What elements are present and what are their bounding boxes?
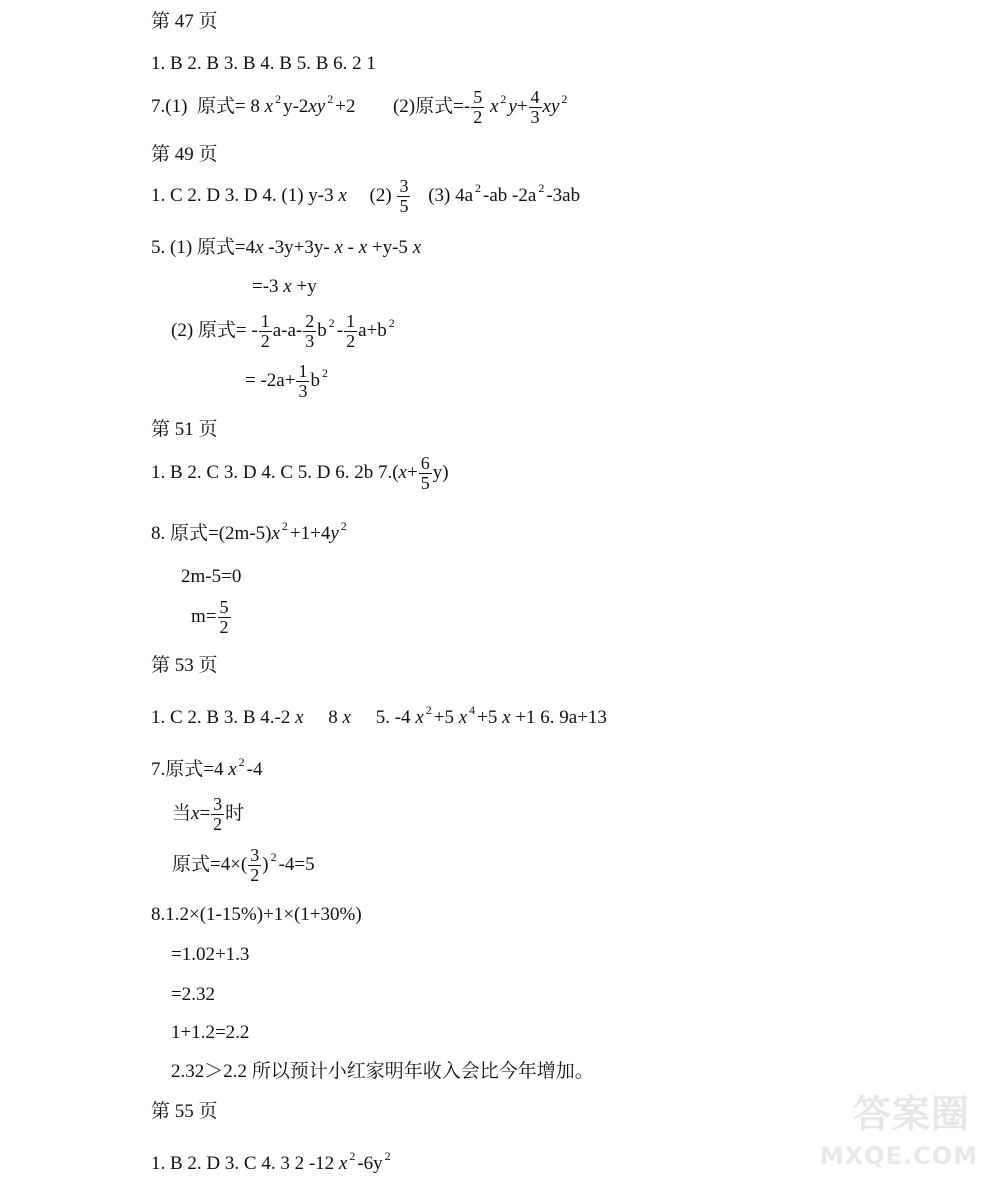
p53-q8-line1: 8.1.2×(1-15%)+1×(1+30%) <box>151 904 362 925</box>
p53-q8-line3: =2.32 <box>171 984 215 1005</box>
fraction-1-2b: $\frac{1}{2}$ <box>346 311 356 351</box>
p49-q5-1-result: =-3 x +y <box>252 276 317 297</box>
p51-answers: 1. B 2. C 3. D 4. C 5. D 6. 2b 7.(x+ $\frac{6}{5}$ y) <box>151 453 449 493</box>
fraction-1-3: $\frac{1}{3}$ <box>298 361 308 401</box>
p53-q8-line4: 1+1.2=2.2 <box>171 1022 250 1043</box>
p51-q8-line3: m= $\frac{5}{2}$ <box>191 597 229 637</box>
p49-answers: 1. C 2. D 3. D 4. (1) y-3 x (2) $\frac{3}{5}$ (3) 4a $^2$ -ab -2a $^2$ -3ab <box>151 176 581 216</box>
fraction-3-2b: $\frac{3}{2}$ <box>250 845 260 885</box>
p53-answers: 1. C 2. B 3. B 4.-2 x 8 x 5. -4 x $^2$ +5 x $^4$ +5 x +1 6. 9a+13 <box>151 703 607 728</box>
p49-q5-1: 5. (1) 原式=4x -3y+3y- x - x +y-5 x <box>151 237 422 258</box>
p49-q5-2: (2) 原式= - $\frac{1}{2}$ a-a- $\frac{2}{3}$ b $^2$ - $\frac{1}{2}$ a+b $^2$ <box>171 311 395 351</box>
fraction-5-2: $\frac{5}{2}$ <box>473 87 483 127</box>
p51-q8-line2: 2m-5=0 <box>181 566 242 587</box>
fraction-2-3: $\frac{2}{3}$ <box>305 311 315 351</box>
page-55-header: 第 55 页 <box>151 1101 218 1122</box>
p49-q5-2-result: = -2a+ $\frac{1}{3}$ b $^2$ <box>245 361 328 401</box>
fraction-6-5: $\frac{6}{5}$ <box>420 453 430 493</box>
watermark-url: MXQE.COM <box>819 1142 978 1170</box>
p47-q7: 7.(1) 原式= 8 x $^2$ y-2xy $^2$ +2 (2)原式=- $\frac{5}{2}$ x $^2$ y+ $\frac{4}{3}$ xy $^2$ <box>151 87 568 127</box>
page-51-header: 第 51 页 <box>151 419 218 440</box>
fraction-1-2: $\frac{1}{2}$ <box>260 311 270 351</box>
fraction-4-3: $\frac{4}{3}$ <box>530 87 540 127</box>
page-53-header: 第 53 页 <box>151 655 218 676</box>
p53-q7: 7.原式=4 x $^2$ -4 <box>151 755 263 780</box>
fraction-3-5: $\frac{3}{5}$ <box>399 176 409 216</box>
page-49-header: 第 49 页 <box>151 144 218 165</box>
p53-q7-result: 原式=4×( $\frac{3}{2}$ ) $^2$ -4=5 <box>172 845 315 885</box>
fraction-5-2b: $\frac{5}{2}$ <box>219 597 229 637</box>
fraction-3-2: $\frac{3}{2}$ <box>213 794 223 834</box>
p53-q8-line5: 2.32＞2.2 所以预计小红家明年收入会比今年增加。 <box>171 1061 594 1082</box>
watermark-logo: 答案圈 <box>852 1092 970 1136</box>
p47-answers: 1. B 2. B 3. B 4. B 5. B 6. 2 1 <box>151 53 376 74</box>
page-47-header: 第 47 页 <box>151 11 218 32</box>
p53-q8-line2: =1.02+1.3 <box>171 944 250 965</box>
p53-q7-when: 当x= $\frac{3}{2}$ 时 <box>172 794 245 834</box>
p51-q8: 8. 原式=(2m-5)x $^2$ +1+4y $^2$ <box>151 519 347 544</box>
p55-answers: 1. B 2. D 3. C 4. 3 2 -12 x $^2$ -6y $^2$ <box>151 1149 391 1174</box>
